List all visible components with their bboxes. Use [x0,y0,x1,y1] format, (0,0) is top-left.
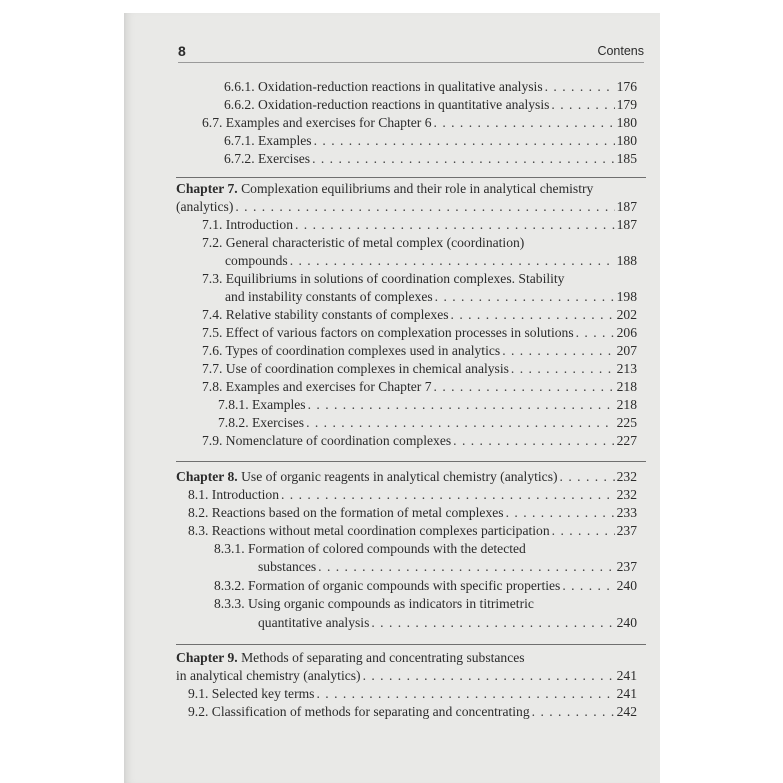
toc-entry: 7.8.2. Exercises . . . 225 [218,414,637,431]
page-number: 8 [178,43,186,59]
toc-entry: and instability constants of complexes . . . 198 [225,288,637,305]
toc-entry: 8.3. Reactions without metal coordination complexes participation . . . 237 [188,522,637,539]
toc-entry: 6.6.2. Oxidation-reduction reactions in quantitative analysis . . . 179 [224,96,637,113]
toc-entry: 6.7.2. Exercises . . . 185 [224,150,637,167]
toc-entry: substances . . . 237 [258,558,637,575]
toc-entry: 6.7. Examples and exercises for Chapter 6 . . . 180 [202,114,637,131]
toc-entry: 9.1. Selected key terms . . . 241 [188,685,637,702]
chapter-separator [176,644,646,645]
header-rule [178,62,644,63]
chapter-separator [176,461,646,462]
toc-entry: 6.6.1. Oxidation-reduction reactions in qualitative analysis . . . 176 [224,78,637,95]
toc-entry: 7.5. Effect of various factors on complexation processes in solutions . . . 206 [202,324,637,341]
chapter-label: Chapter 7. [176,181,238,196]
chapter-label: Chapter 8. [176,469,238,484]
chapter-heading: Chapter 9. Methods of separating and concentrating substances [176,650,525,665]
book-page [124,13,660,783]
toc-entry: 7.2. General characteristic of metal complex (coordination) [202,235,525,250]
toc-entry: 8.1. Introduction . . . 232 [188,486,637,503]
page-header [178,43,644,59]
toc-entry: 7.3. Equilibriums in solutions of coordination complexes. Stability [202,271,565,286]
chapter-heading: Chapter 8. Use of organic reagents in analytical chemistry (analytics) . . . 232 [176,468,637,485]
toc-entry: compounds . . . 188 [225,252,637,269]
chapter-label: Chapter 9. [176,650,238,665]
toc-entry: 8.3.2. Formation of organic compounds with specific properties . . . 240 [214,577,637,594]
toc-entry: in analytical chemistry (analytics) . . . 241 [176,667,637,684]
running-title: Contens [597,44,644,58]
toc-entry: 9.2. Classification of methods for separating and concentrating . . . 242 [188,703,637,720]
toc-entry: 7.8.1. Examples . . . 218 [218,396,637,413]
chapter-heading: Chapter 7. Complexation equilibriums and their role in analytical chemistry [176,181,594,196]
toc-entry: 8.3.1. Formation of colored compounds with the detected [214,541,526,556]
toc-entry: 7.9. Nomenclature of coordination complexes . . . 227 [202,432,637,449]
toc-entry: quantitative analysis . . . 240 [258,614,637,631]
toc-entry: 7.7. Use of coordination complexes in chemical analysis . . . 213 [202,360,637,377]
toc-entry: 7.4. Relative stability constants of complexes . . . 202 [202,306,637,323]
toc-entry: 6.7.1. Examples . . . 180 [224,132,637,149]
toc-entry: 8.3.3. Using organic compounds as indicators in titrimetric [214,596,534,611]
toc-entry: (analytics) . . . 187 [176,198,637,215]
chapter-separator [176,177,646,178]
toc-entry: 7.8. Examples and exercises for Chapter 7 . . . 218 [202,378,637,395]
toc-entry: 7.6. Types of coordination complexes used in analytics . . . 207 [202,342,637,359]
toc-entry: 8.2. Reactions based on the formation of metal complexes . . . 233 [188,504,637,521]
toc-entry: 7.1. Introduction . . . 187 [202,216,637,233]
